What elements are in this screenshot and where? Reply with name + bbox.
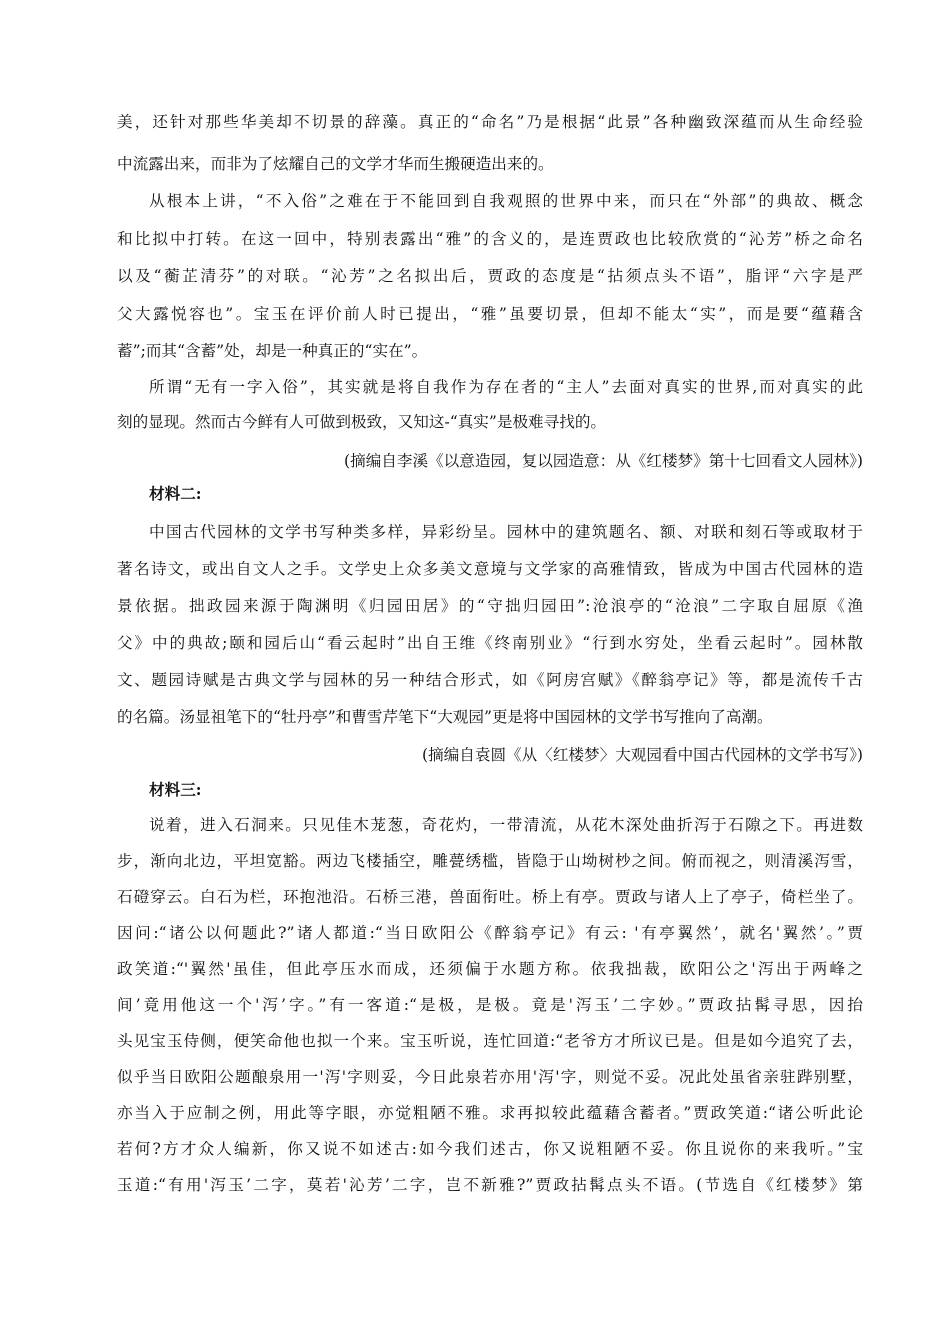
section-heading: 材料三: — [149, 780, 202, 799]
text-line: 似乎当日欧阳公题酿泉用一'泻'字则妥，今日此泉若亦用'泻'字，则觉不妥。况此处虽省亲驻跸别墅， — [117, 1068, 863, 1086]
text-line: 亦当入于应制之例，用此等字眼，亦觉粗陋不雅。求再拟较此蕴藉含蓄者。”贾政笑道:“诸公听此论 — [117, 1104, 863, 1122]
text-line: 的名篇。汤显祖笔下的“牡丹亭”和曹雪芹笔下“大观园”更是将中国园林的文学书写推向了高潮。 — [117, 708, 773, 726]
text-line: 文、题园诗赋是古典文学与园林的另一种结合形式，如《阿房宫赋》《醉翁亭记》等，都是流传千古 — [117, 671, 863, 689]
paragraph-first-line: 说着，进入石洞来。只见佳木茏葱，奇花灼，一带清流，从花木深处曲折泻于石隙之下。再进数 — [149, 816, 863, 834]
text-line: 父大露悦容也”。宝玉在评价前人时已提出，“雅”虽要切景，但却不能太“实”，而是要“蕴藉含 — [117, 305, 863, 323]
text-line: 美，还针对那些华美却不切景的辞藻。真正的“命名”乃是根据“此景”各种幽致深蕴而从生命经验 — [117, 113, 863, 131]
paragraph-first-line: 从根本上讲，“不入俗”之难在于不能回到自我观照的世界中来，而只在“外部”的典故、概念 — [149, 192, 863, 210]
text-line: 步，渐向北边，平坦宽豁。两边飞楼插空，雕甍绣槛，皆隐于山坳树杪之间。俯而视之，则清溪泻雪， — [117, 852, 863, 870]
paragraph-first-line: 中国古代园林的文学书写种类多样，异彩纷呈。园林中的建筑题名、额、对联和刻石等或取材于 — [149, 523, 863, 541]
source-citation: (摘编自李溪《以意造园，复以园造意：从《红楼梦》第十七回看文人园林》) — [344, 452, 863, 470]
source-citation: (摘编自袁圆《从〈红楼梦〉大观园看中国古代园林的文学书写》) — [422, 746, 863, 764]
text-line: 中流露出来，而非为了炫耀自己的文学才华而生搬硬造出来的。 — [117, 155, 554, 173]
text-line: 石磴穿云。白石为栏，环抱池沿。石桥三港，兽面衔吐。桥上有亭。贾政与诸人上了亭子，倚栏坐了。 — [117, 888, 863, 906]
text-line: 因问:“诸公以何题此?”诸人都道:“当日欧阳公《醉翁亭记》有云: '有亭翼然’，就名'翼然’。”贾 — [117, 924, 863, 942]
text-line: 著名诗文，或出自文人之手。文学史上众多美文意境与文学家的高雅情致，皆成为中国古代园林的造 — [117, 560, 863, 578]
text-line: 蓄”;而其“含蓄”处，却是一种真正的“实在”。 — [117, 342, 428, 360]
text-line: 父》中的典故;颐和园后山“看云起时”出自王维《终南别业》“行到水穷处，坐看云起时”。园林散 — [117, 634, 863, 652]
text-line: 政笑道:“'翼然'虽佳，但此亭压水而成，还须偏于水题方称。依我拙裁，欧阳公之'泻出于两峰之 — [117, 960, 863, 978]
text-line: 景依据。拙政园来源于陶渊明《归园田居》的“守拙归园田”:沧浪亭的“沧浪”二字取自屈原《渔 — [117, 597, 863, 615]
text-line: 若何?方才众人编新，你又说不如述古:如今我们述古，你又说粗陋不妥。你且说你的来我听。”宝 — [117, 1140, 863, 1158]
paragraph-first-line: 所谓“无有一字入俗”，其实就是将自我作为存在者的“主人”去面对真实的世界,而对真实的此 — [149, 378, 863, 396]
text-line: 间’竟用他这一个'泻’字。”有一客道:“是极，是极。竟是'泻玉’二字妙。”贾政拈髯寻思，因抬 — [117, 996, 863, 1014]
text-line: 玉道:“有用'泻玉’二字，莫若'沁芳’二字，岂不新雅?”贾政拈髯点头不语。(节选自《红楼梦》第 — [117, 1176, 863, 1194]
section-heading: 材料二: — [149, 484, 202, 503]
text-line: 和比拟中打转。在这一回中，特别表露出“雅”的含义的，是连贾政也比较欣赏的“沁芳”桥之命名 — [117, 230, 863, 248]
text-line: 头见宝玉侍侧，便笑命他也拟一个来。宝玉听说，连忙回道:“老爷方才所议已是。但是如今追究了去， — [117, 1032, 863, 1050]
text-line: 刻的显现。然而古今鲜有人可做到极致，又知这-“真实”是极难寻找的。 — [117, 413, 607, 431]
text-line: 以及“蘅芷清芬”的对联。“沁芳”之名拟出后，贾政的态度是“拈须点头不语”，脂评“六字是严 — [117, 267, 863, 285]
